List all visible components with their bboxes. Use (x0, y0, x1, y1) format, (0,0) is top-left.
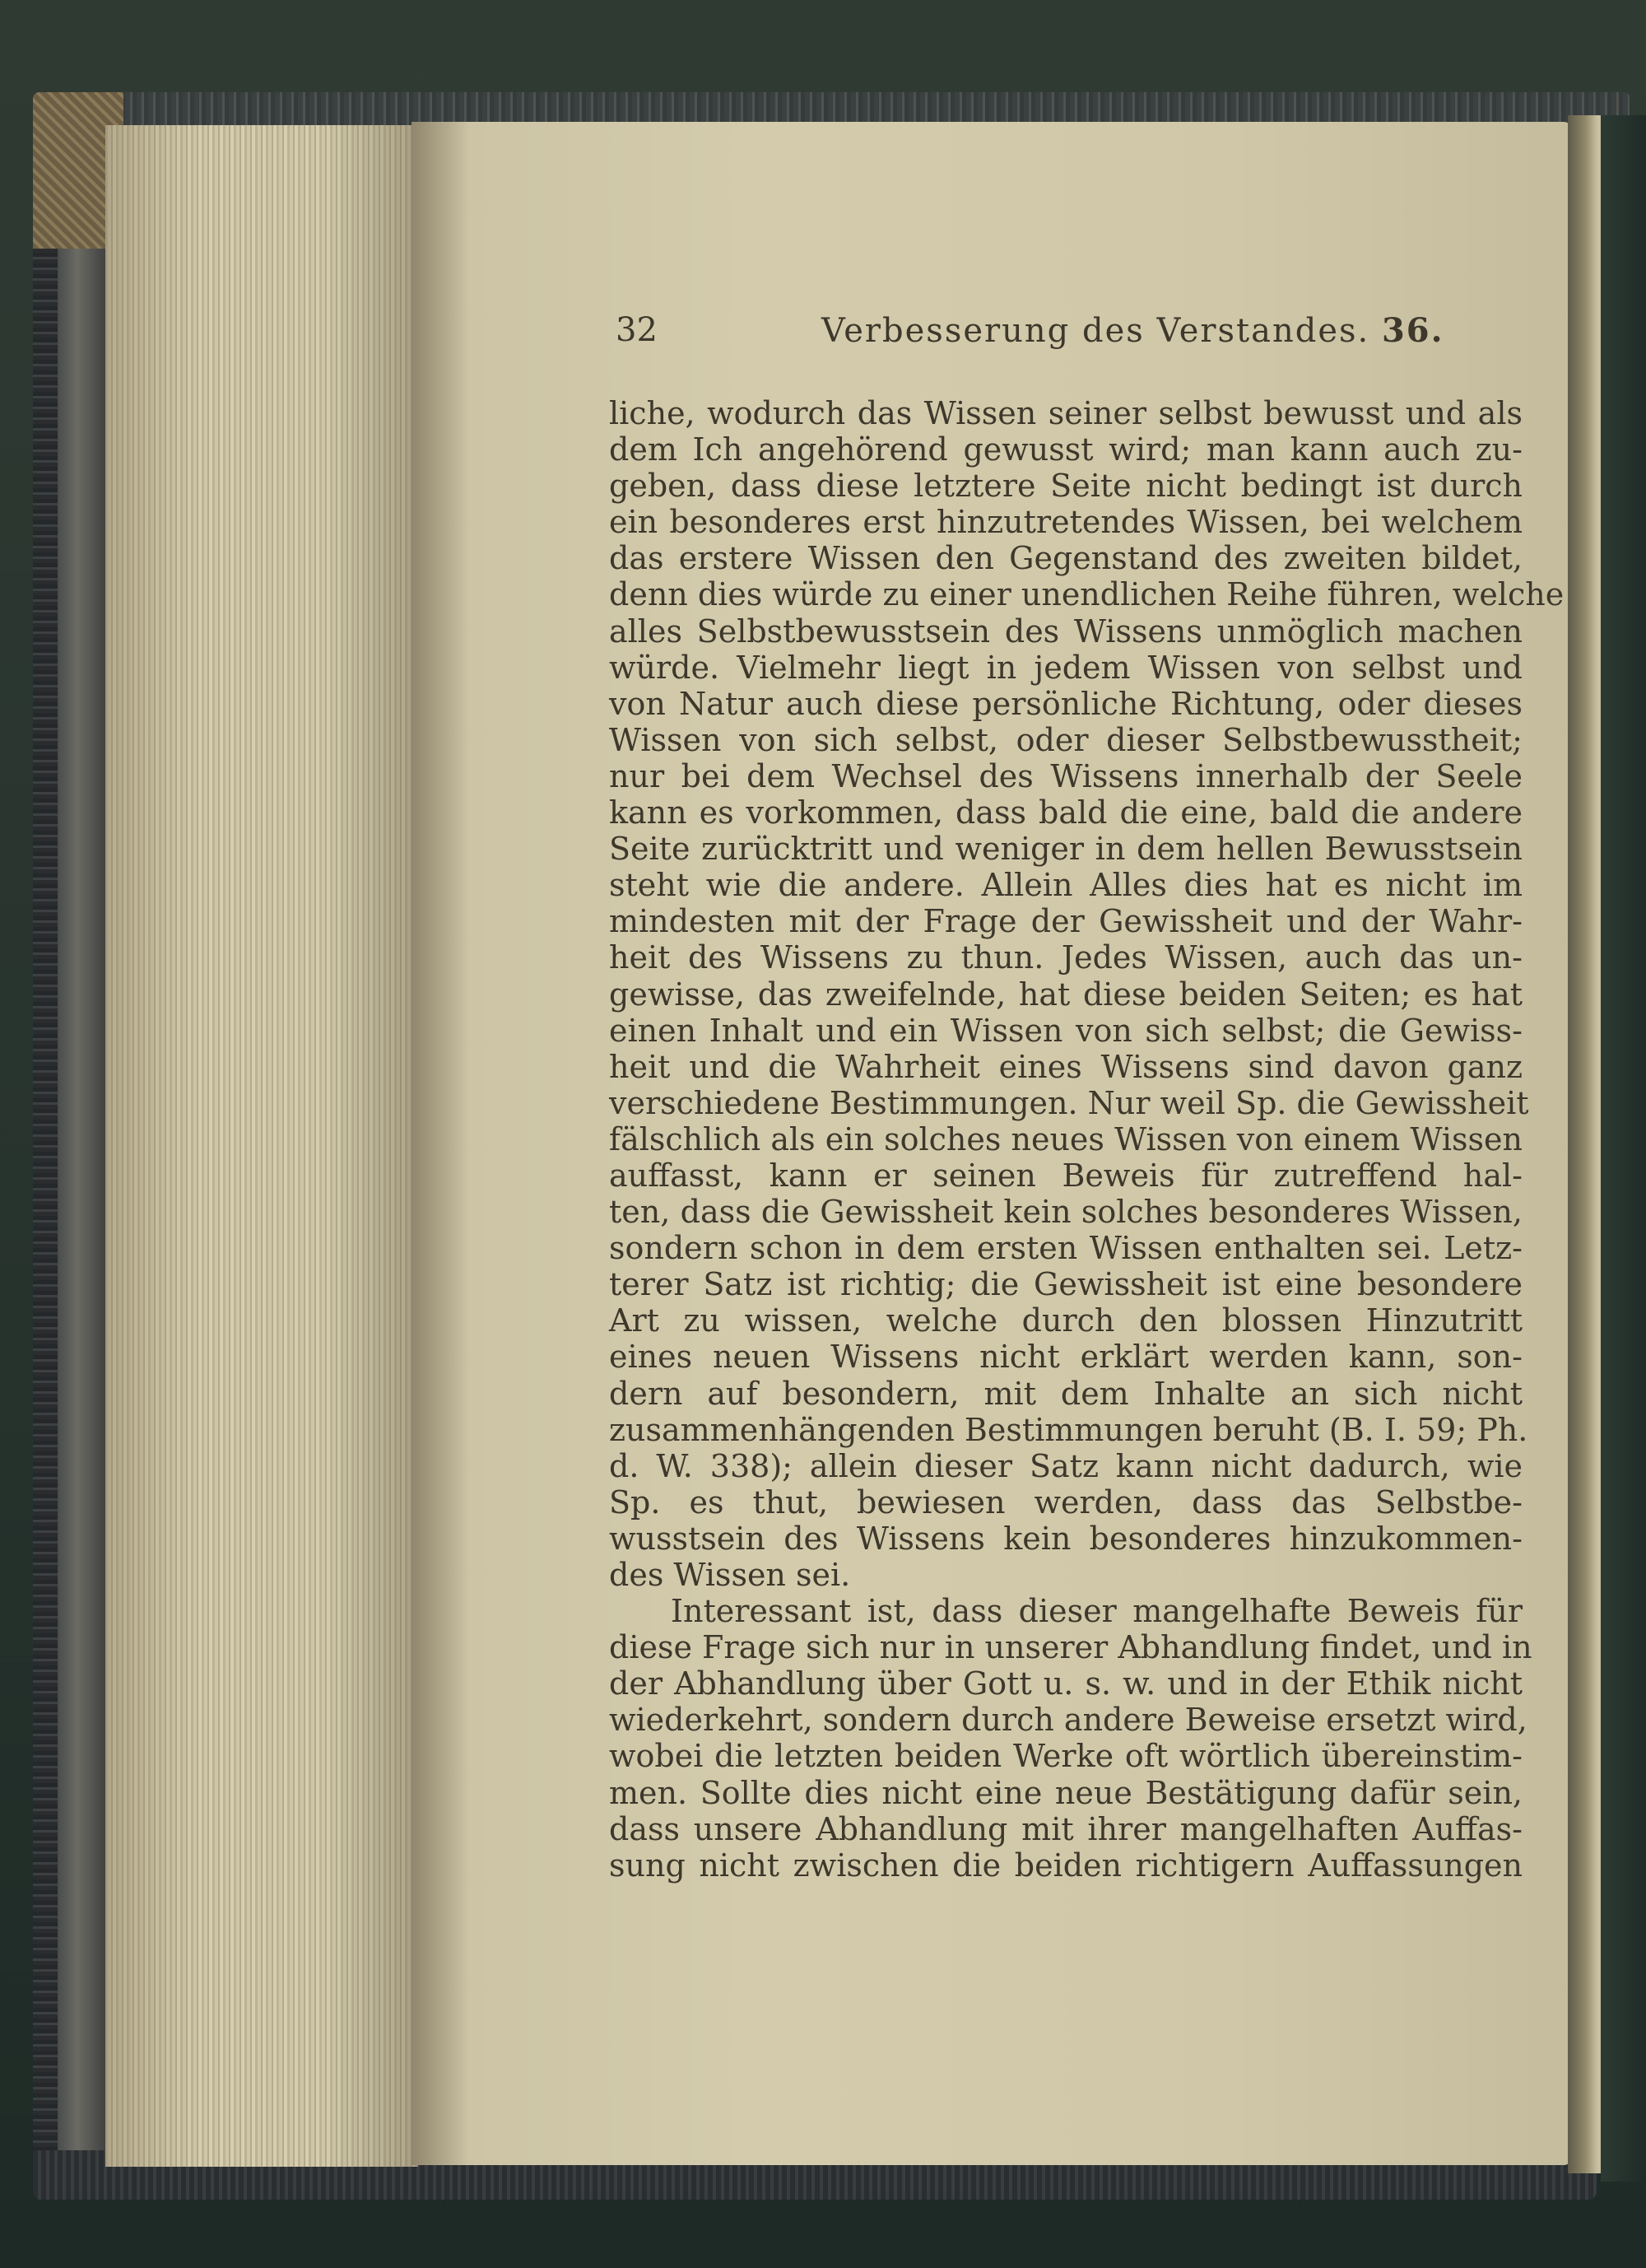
page-number: 32 (616, 311, 658, 349)
text-line: Seite zurücktritt und weniger in dem hellen Bewusstsein (609, 831, 1523, 868)
text-line: geben, dass diese letztere Seite nicht bedingt ist durch (609, 468, 1523, 505)
text-line: das erstere Wissen den Gegenstand des zweiten bildet, (609, 540, 1523, 577)
page-text-block (609, 305, 1565, 1884)
right-edge-shadow (1601, 115, 1646, 2182)
text-line: gewisse, das zweifelnde, hat diese beiden Seiten; es hat (609, 976, 1523, 1013)
text-line: liche, wodurch das Wissen seiner selbst bewusst und als (609, 395, 1523, 431)
text-line: Interessant ist, dass dieser mangelhafte Beweis für (671, 1593, 1523, 1630)
text-line: dass unsere Abhandlung mit ihrer mangelhaften Auffas- (609, 1810, 1523, 1847)
text-line: steht wie die andere. Allein Alles dies hat es nicht im (609, 867, 1523, 904)
text-line: d. W. 338); allein dieser Satz kann nicht dadurch, wie (609, 1447, 1523, 1484)
text-line: Sp. es thut, bewiesen werden, dass das Selbstbe- (609, 1483, 1523, 1521)
text-line: auffasst, kann er seinen Beweis für zutreffend hal- (609, 1157, 1523, 1194)
text-line: heit des Wissens zu thun. Jedes Wissen, auch das un- (609, 939, 1523, 976)
text-line: kann es vorkommen, dass bald die eine, bald die andere (609, 794, 1523, 831)
text-line: der Abhandlung über Gott u. s. w. und in der Ethik nicht (609, 1665, 1523, 1702)
text-line: wusstsein des Wissens kein besonderes hinzukommen- (609, 1520, 1523, 1557)
page-gutter-shadow (412, 122, 469, 2165)
text-line: ten, dass die Gewissheit kein solches besonderes Wissen, (609, 1194, 1523, 1231)
text-line: ein besonderes erst hinzutretendes Wissen, bei welchem (609, 504, 1523, 541)
text-line: einen Inhalt und ein Wissen von sich selbst; die Gewiss- (609, 1012, 1523, 1049)
page-header (609, 305, 1531, 362)
text-line: alles Selbstbewusstsein des Wissens unmöglich machen (609, 612, 1523, 650)
text-line: sung nicht zwischen die beiden richtigern Auffassungen (609, 1847, 1523, 1884)
text-line: denn dies würde zu einer unendlichen Reihe führen, welche (609, 576, 1565, 613)
text-line: fälschlich als ein solches neues Wissen von einem Wissen (609, 1120, 1523, 1157)
running-head (821, 311, 1444, 350)
text-line: des Wissen sei. (609, 1557, 851, 1593)
text-line: sondern schon in dem ersten Wissen enthalten sei. Letz- (609, 1230, 1523, 1267)
text-line: zusammenhängenden Bestimmungen beruht (B. I. 59; Ph. (609, 1411, 1528, 1448)
text-line: von Natur auch diese persönliche Richtung, oder dieses (609, 685, 1523, 722)
running-head-title: Verbesserung des Verstandes. (821, 312, 1370, 350)
text-line: diese Frage sich nur in unserer Abhandlung findet, und in (609, 1629, 1532, 1666)
book-spine-edge (58, 123, 107, 2157)
text-line: Wissen von sich selbst, oder dieser Selbstbewusstheit; (609, 721, 1523, 758)
text-line: wobei die letzten beiden Werke oft wörtlich übereinstim- (609, 1738, 1523, 1775)
text-line: dern auf besondern, mit dem Inhalte an sich nicht (609, 1375, 1523, 1412)
section-number: 36. (1381, 311, 1444, 350)
text-line: mindesten mit der Frage der Gewissheit und der Wahr- (609, 903, 1523, 940)
page-edges-shading (105, 125, 418, 2167)
text-line: verschiedene Bestimmungen. Nur weil Sp. die Gewissheit (609, 1084, 1529, 1121)
body-text (609, 395, 1565, 1884)
text-line: men. Sollte dies nicht eine neue Bestätigung dafür sein, (609, 1774, 1523, 1811)
text-line: wiederkehrt, sondern durch andere Beweise ersetzt wird, (609, 1702, 1527, 1739)
text-line: Art zu wissen, welche durch den blossen Hinzutritt (609, 1302, 1523, 1339)
text-line: dem Ich angehörend gewusst wird; man kann auch zu- (609, 431, 1523, 468)
text-line: heit und die Wahrheit eines Wissens sind davon ganz (609, 1048, 1523, 1085)
text-line: würde. Vielmehr liegt in jedem Wissen von selbst und (609, 649, 1523, 686)
text-line: eines neuen Wissens nicht erklärt werden kann, son- (609, 1339, 1523, 1376)
text-line: terer Satz ist richtig; die Gewissheit ist eine besondere (609, 1266, 1523, 1303)
text-line: nur bei dem Wechsel des Wissens innerhalb der Seele (609, 757, 1523, 794)
